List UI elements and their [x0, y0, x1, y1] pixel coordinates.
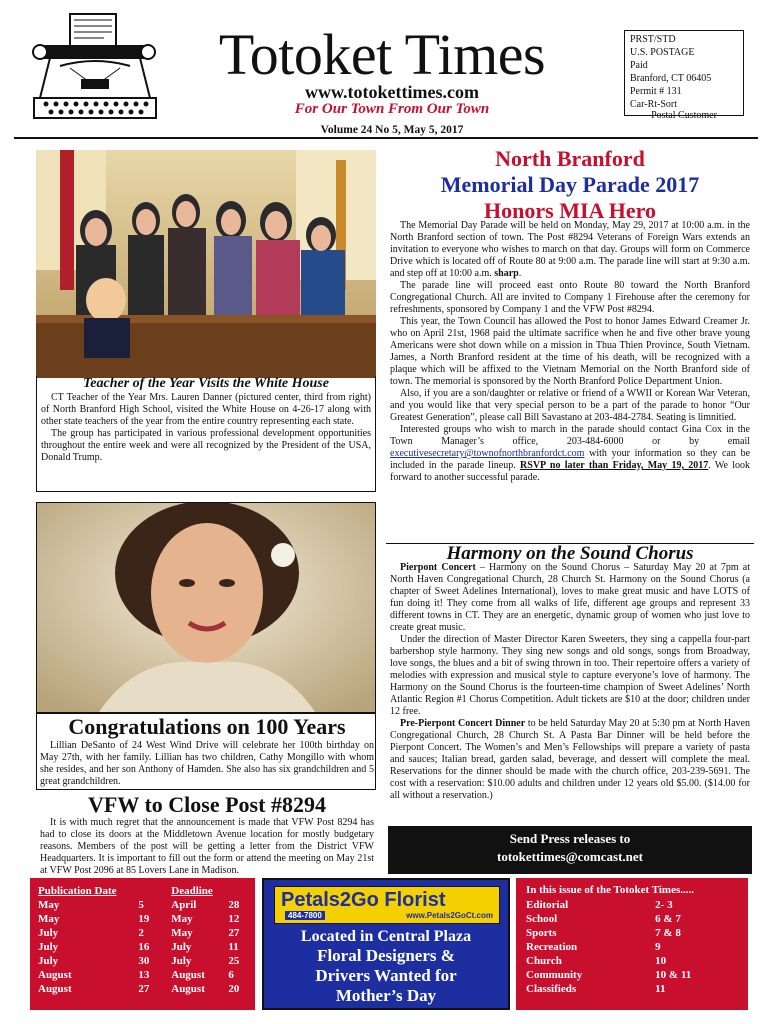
- postal-customer: Postal Customer: [651, 110, 717, 121]
- parade-text: . We look forward to another successful parade.: [390, 460, 751, 483]
- harmony-text: – Harmony on the Sound Chorus – Saturday May 20 at 7pm at North Haven Congregational Church, 28 Church St. Harmony on the Sound Chorus (a chapter of Sweet Adelines International), loves to make great music and have LOTS of fun doing it! They come from all walks of life, different age groups and represent 33 different towns in CT. They are an energetic, dynamic group of women who just love to create great music.: [390, 562, 750, 633]
- contents-table: [526, 898, 738, 996]
- schedule-header-row: [38, 884, 247, 898]
- schedule-cell: July: [171, 955, 192, 967]
- parade-headline-line3: Honors MIA Hero: [484, 198, 656, 223]
- florist-logo-text: Petals2Go Florist: [281, 889, 446, 911]
- contents-pages: 7 & 8: [655, 927, 681, 939]
- schedule-cell: May: [171, 913, 193, 925]
- schedule-cell: 5: [138, 899, 144, 911]
- parade-text: Interested groups who wish to march in the parade should contact Gina Cox in the Town Manager’s office, 203-484-6000 or by email: [390, 424, 750, 447]
- schedule-cell: August: [38, 969, 72, 981]
- harmony-paragraph-2: Under the direction of Master Director Karen Sweeters, they sing a cappella four-part barbershop style harmony. They sing new songs and old songs, songs from Broadway, love songs, the blues and a bit of swing thrown in too. Their repertoire offers a variety of melodies with expression and musical style to capture everyone’s love of harmony. The Harmony on the Sound Chorus is the fourteen-time champion of Sweet Adelines’ North Atlantic Region #1 Chorus Competition. Adult tickets are $10 at the door; children under 12 free.: [390, 634, 750, 717]
- schedule-cell: 25: [228, 955, 240, 967]
- schedule-cell: August: [38, 983, 72, 995]
- website-link[interactable]: www.totokettimes.com: [305, 82, 479, 102]
- congrats-headline: Congratulations on 100 Years: [68, 714, 346, 739]
- contents-section: Community: [526, 969, 583, 981]
- contents-row[interactable]: [526, 968, 738, 982]
- schedule-cell: 16: [138, 941, 150, 953]
- teacher-paragraph-1: CT Teacher of the Year Mrs. Lauren Danner (pictured center, third from right) of North Branford High School, visited the White House on 4-26-17 along with other state teachers of the year from the entire country representing each state.: [41, 392, 371, 427]
- schedule-row: [38, 982, 247, 996]
- teacher-headline: Teacher of the Year Visits the White House: [83, 376, 329, 391]
- in-this-issue-header: In this issue of the Totoket Times.....: [526, 884, 694, 896]
- harmony-text: to be held Saturday May 20 at 5:30 pm at North Haven Congregational Church, 28 Church St. A Pasta Bar Dinner will be held before the Pierpont Concert. The Women’s and Men’s Fellowships will prepare a variety of pasta and sauces; Italian bread, garden salad, beverage, and dessert will complete the meal. Reservations for the dinner should be made with the church office, 203-239-5691. The cost with a reservation: $10.00 adults and children under 12 years old $5.00. ($14.00 for all without a reservation.): [390, 718, 750, 801]
- ad-location: Located in Central Plaza: [300, 928, 472, 945]
- postal-line: PRST/STD: [630, 34, 676, 45]
- schedule-cell: August: [171, 983, 205, 995]
- schedule-cell: May: [38, 899, 60, 911]
- centenarian-portrait: [36, 502, 376, 714]
- schedule-row: [38, 898, 247, 912]
- press-line: Send Press releases to: [509, 831, 631, 846]
- schedule-cell: 2: [138, 927, 144, 939]
- publication-schedule: [30, 878, 255, 1010]
- postal-line: U.S. POSTAGE: [630, 47, 695, 58]
- schedule-cell: April: [171, 899, 197, 911]
- parade-paragraph-2: The parade line will proceed east onto Route 80 toward the North Branford Congregational Church. All are invited to Company 1 Firehouse after the ceremony for refreshments, sponsored by Company 1 and the VFW Post #8294.: [390, 280, 750, 315]
- schedule-cell: 28: [228, 899, 240, 911]
- schedule-cell: May: [38, 913, 60, 925]
- contents-section: Sports: [526, 927, 557, 939]
- parade-sharp: sharp: [494, 268, 519, 279]
- schedule-header: Publication Date: [38, 885, 117, 897]
- schedule-row: [38, 926, 247, 940]
- press-email[interactable]: totokettimes@comcast.net: [496, 849, 643, 864]
- florist-ad[interactable]: [262, 878, 510, 1010]
- schedule-row: [38, 940, 247, 954]
- volume-issue: Volume 24 No 5, May 5, 2017: [320, 124, 464, 136]
- ad-hiring-line: Drivers Wanted for: [315, 966, 457, 985]
- ad-hiring-line: Floral Designers &: [317, 946, 455, 965]
- schedule-cell: 13: [138, 969, 150, 981]
- harmony-paragraph-3: [390, 718, 750, 802]
- florist-logo: [274, 886, 500, 924]
- white-house-photo: [36, 150, 376, 378]
- masthead-divider: [14, 137, 758, 139]
- schedule-cell: 27: [228, 927, 240, 939]
- schedule-cell: July: [38, 927, 59, 939]
- contents-pages: 2- 3: [655, 899, 673, 911]
- parade-text: with your information so they can be included in the parade lineup.: [390, 448, 751, 471]
- parade-headline-line2: Memorial Day Parade 2017: [440, 172, 700, 197]
- ad-hiring-line: Mother’s Day: [335, 986, 437, 1005]
- teacher-paragraph-2: The group has participated in various professional development opportunities throughout the entire week and were all recognized by the President of the USA, Donald Trump.: [41, 428, 371, 463]
- schedule-cell: July: [38, 955, 59, 967]
- schedule-row: [38, 912, 247, 926]
- postal-line: Paid: [630, 60, 648, 71]
- in-this-issue: [516, 878, 748, 1010]
- email-link[interactable]: executivesecretary@townofnorthbranfordct.com: [390, 448, 585, 459]
- parade-paragraph-3: This year, the Town Council has allowed the Post to honor James Edward Creamer Jr. who on April 21st, 1968 paid the ultimate sacrifice when he and five other brave young Americans were shot down while on a mission in Thua Thien Province, South Vietnam. James, a North Branford resident at the time of his death, will be recognized with a plaque which will be affixed to the Vietnam Memorial on the North Branford side of town. The memorial is sponsored by the North Branford Police Department Union.: [390, 316, 750, 387]
- schedule-cell: July: [171, 941, 192, 953]
- parade-story: [390, 220, 750, 484]
- vfw-headline: VFW to Close Post #8294: [88, 792, 326, 817]
- schedule-cell: 20: [228, 983, 240, 995]
- contents-row[interactable]: [526, 982, 738, 996]
- schedule-cell: 12: [228, 913, 240, 925]
- contents-section: Church: [526, 955, 562, 967]
- parade-text: The Memorial Day Parade will be held on Monday, May 29, 2017 at 10:00 a.m. in the North Branford section of town. The Post #8294 Veterans of Foreign Wars extends an invitation to everyone who wishes to march on that day. Groups will form on Commerce Drive which is located off of Route 80 at 9:00 a.m. The parade line will start at 9:30 a.m. and step off at 10:00 a.m.: [390, 220, 750, 279]
- congrats-paragraph: Lillian DeSanto of 24 West Wind Drive will celebrate her 100th birthday on May 27th, with her family. Lillian has two children, Cathy Mongillo with whom she resides, and her son Anthony of Hamden. She also has six grandchildren and 5 great grandchildren.: [40, 740, 374, 787]
- slogan: For Our Town From Our Town: [294, 101, 490, 117]
- schedule-table: [38, 884, 247, 996]
- florist-phone: 484-7800: [285, 911, 325, 920]
- schedule-cell: July: [38, 941, 59, 953]
- parade-paragraph-5: [390, 424, 750, 484]
- contents-row[interactable]: [526, 912, 738, 926]
- harmony-lead: Pre-Pierpont Concert Dinner: [400, 718, 526, 729]
- contents-row[interactable]: [526, 898, 738, 912]
- harmony-headline: Harmony on the Sound Chorus: [446, 543, 694, 564]
- rsvp-deadline: RSVP no later than Friday, May 19, 2017: [520, 460, 709, 471]
- parade-headline-line1: North Branford: [495, 146, 645, 171]
- contents-row[interactable]: [526, 940, 738, 954]
- contents-section: Editorial: [526, 899, 569, 911]
- schedule-cell: 19: [138, 913, 150, 925]
- newspaper-title: Totoket Times: [218, 22, 546, 87]
- postal-indicia: [624, 30, 744, 116]
- vfw-paragraph: It is with much regret that the announcement is made that VFW Post 8294 has had to close its doors at the Middletown Avenue location for mostly budgetary reasons. Members of the post will be getting a letter from the District VFW Headquarters. It is important to fill out the form or attend the meeting on May 21st at VFW Post 2096 at 85 Lovers Lane in Madison.: [40, 817, 374, 876]
- schedule-cell: 6: [228, 969, 234, 981]
- harmony-story: [390, 562, 750, 802]
- postal-line: Branford, CT 06405: [630, 73, 712, 84]
- contents-row[interactable]: [526, 926, 738, 940]
- schedule-header: Deadline: [171, 885, 213, 897]
- schedule-cell: 11: [228, 941, 239, 953]
- contents-row[interactable]: [526, 954, 738, 968]
- contents-section: Classifieds: [526, 983, 577, 995]
- schedule-cell: 27: [138, 983, 150, 995]
- schedule-row: [38, 968, 247, 982]
- parade-paragraph-4: Also, if you are a son/daughter or relative or friend of a WWII or Korean War Veteran, and you would like that very special person to be a part of the parade to honor “Our Greatest Generation”, please call Bill Savastano at 203-484-2784. Seating is limnitied.: [390, 388, 750, 423]
- postal-line: Permit # 131: [630, 86, 682, 97]
- florist-website[interactable]: www.Petals2GoCt.com: [406, 911, 493, 920]
- contents-pages: 10 & 11: [655, 969, 692, 981]
- postal-line: Car-Rt-Sort: [630, 99, 678, 110]
- parade-paragraph-1: The Memorial Day Parade will be held on Monday, May 29, 2017 at 10:00 a.m. in the North Branford section of town. The Post #8294 Veterans of Foreign Wars extends an invitation to everyone who wishes to march on that day. Groups will form on Commerce Drive which is located off of Route 80 at 9:00 a.m. The parade line will start at 9:30 a.m. and step off at 10:00 a.m. sharp.: [390, 220, 750, 279]
- typewriter-logo: [30, 6, 160, 124]
- schedule-cell: May: [171, 927, 193, 939]
- harmony-paragraph-1: [390, 562, 750, 634]
- contents-pages: 6 & 7: [655, 913, 681, 925]
- schedule-cell: 30: [138, 955, 150, 967]
- teacher-story: [36, 376, 376, 492]
- ad-hiring-text: [264, 946, 508, 1006]
- contents-section: School: [526, 913, 558, 925]
- press-release-box: [388, 826, 752, 874]
- schedule-row: [38, 954, 247, 968]
- contents-pages: 11: [655, 983, 666, 995]
- contents-section: Recreation: [526, 941, 578, 953]
- contents-pages: 10: [655, 955, 667, 967]
- harmony-lead: Pierpont Concert: [400, 562, 476, 573]
- schedule-cell: August: [171, 969, 205, 981]
- contents-pages: 9: [655, 941, 661, 953]
